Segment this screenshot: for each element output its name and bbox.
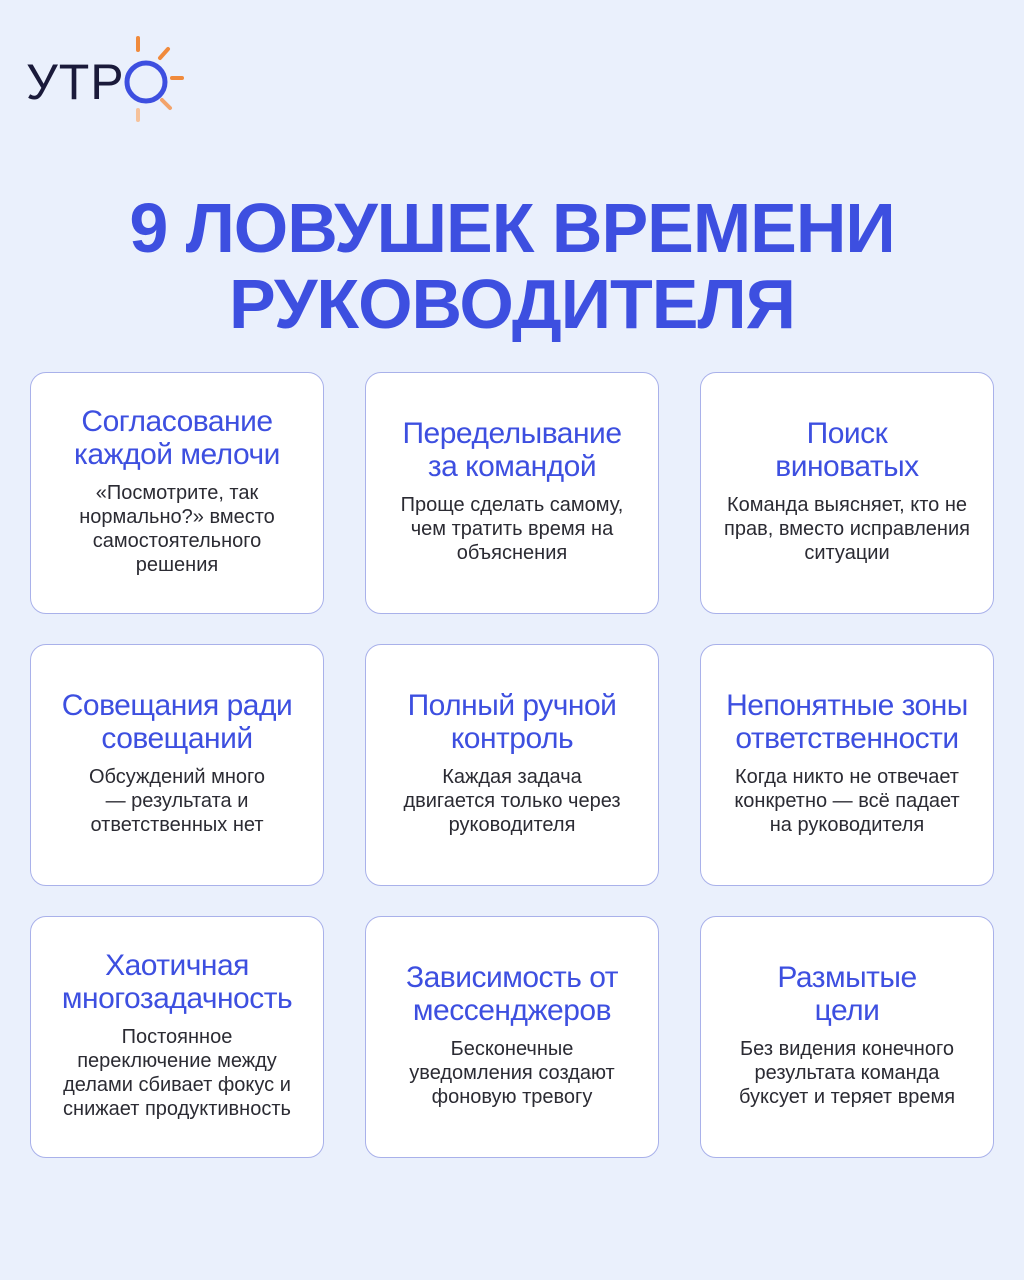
trap-card-approvals — [30, 372, 324, 614]
trap-card-manual-control — [365, 644, 659, 886]
card-text: Обсуждений много — результата и ответственных нет — [88, 766, 266, 836]
brand-logo-text: УТР — [26, 54, 125, 110]
card-text: Без видения конечного результата команда буксует и теряет время — [738, 1038, 956, 1108]
card-title: Непонятные зоны ответственности — [726, 689, 968, 755]
sun-icon — [124, 34, 194, 124]
page-title-line-1: 9 ЛОВУШЕК ВРЕМЕНИ — [129, 189, 895, 267]
card-title: Размытые цели — [777, 961, 917, 1027]
card-text: Постоянное переключение между делами сбивает фокус и снижает продуктивность — [63, 1026, 291, 1120]
trap-card-meetings — [30, 644, 324, 886]
card-text: Каждая задача двигается только через руководителя — [403, 766, 621, 836]
card-title: Согласование каждой мелочи — [74, 405, 280, 471]
card-title: Поиск виноватых — [775, 417, 919, 483]
trap-card-responsibility — [700, 644, 994, 886]
trap-card-blame — [700, 372, 994, 614]
trap-card-redoing — [365, 372, 659, 614]
card-title: Хаотичная многозадачность — [61, 949, 293, 1015]
page-title — [0, 190, 1024, 342]
trap-card-vague-goals — [700, 916, 994, 1158]
card-title: Полный ручной контроль — [407, 689, 617, 755]
card-text: «Посмотрите, так нормально?» вместо самостоятельного решения — [79, 482, 275, 576]
card-text: Команда выясняет, кто не прав, вместо исправления ситуации — [724, 494, 970, 564]
card-title: Переделывание за командой — [402, 417, 622, 483]
card-text: Бесконечные уведомления создают фоновую тревогу — [409, 1038, 615, 1108]
traps-grid — [30, 372, 994, 1158]
card-text: Проще сделать самому, чем тратить время на объяснения — [400, 494, 624, 564]
trap-card-messengers — [365, 916, 659, 1158]
card-title: Совещания ради совещаний — [61, 689, 293, 755]
page-title-line-2: РУКОВОДИТЕЛЯ — [229, 265, 795, 343]
trap-card-multitasking — [30, 916, 324, 1158]
brand-logo — [26, 34, 196, 124]
card-title: Зависимость от мессенджеров — [405, 961, 619, 1027]
card-text: Когда никто не отвечает конкретно — всё падает на руководителя — [734, 766, 960, 836]
